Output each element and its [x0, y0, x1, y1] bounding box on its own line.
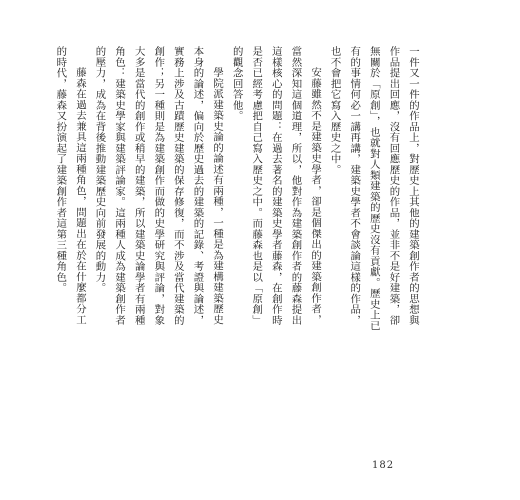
- paragraph-1: 一件又一件的作品上，對歷史上其他的建築創作者的思想與作品提出回應，沒有回應歷史的作品，並非不是好建築，卻無關於「原創」，也就對人類建築的歷史沒有貢獻。歷史上已有的事情何必一講再講，建築史學者不會談論這樣的作品，也不會把它寫入歷史之中。: [328, 46, 419, 332]
- paragraph-4: 藤森在過去兼具這兩種角色，問題出在於在什麼都分工的時代，藤森又扮演起了建築創作者這第三種角色。: [54, 46, 86, 325]
- vertical-text-body: [50, 46, 422, 333]
- paragraph-2: 安藤雖然不是建築史學者，卻是個傑出的建築創作者，當然深知這個道理，所以，他對作為建築創作者的藤森提出這樣核心的問題：在過去著名的建築史學者藤森，在創作時是否已經考慮把自己寫入歷史之中。而藤森也是以「原創」的觀念回答他。: [230, 46, 322, 326]
- page-number: 182: [372, 460, 395, 471]
- paragraph-3: 學院派建築史論的論述有兩種，一種是為建構建築歷史本身的論述，偏向於歷史過去的建築的記錄、考證與論述，實務上涉及古蹟歷史建築的保存修復，而不涉及當代建築的創作；另一種則是為建築創作而做的史學研究與評論，對象大多是當代的創作或稍早的建築，所以建築史論學者有兩種角色：建築史學家與建築評論家。這兩種人成為建築創作者的壓力，成為在背後推動建築歷史向前發展的動力。: [93, 46, 224, 326]
